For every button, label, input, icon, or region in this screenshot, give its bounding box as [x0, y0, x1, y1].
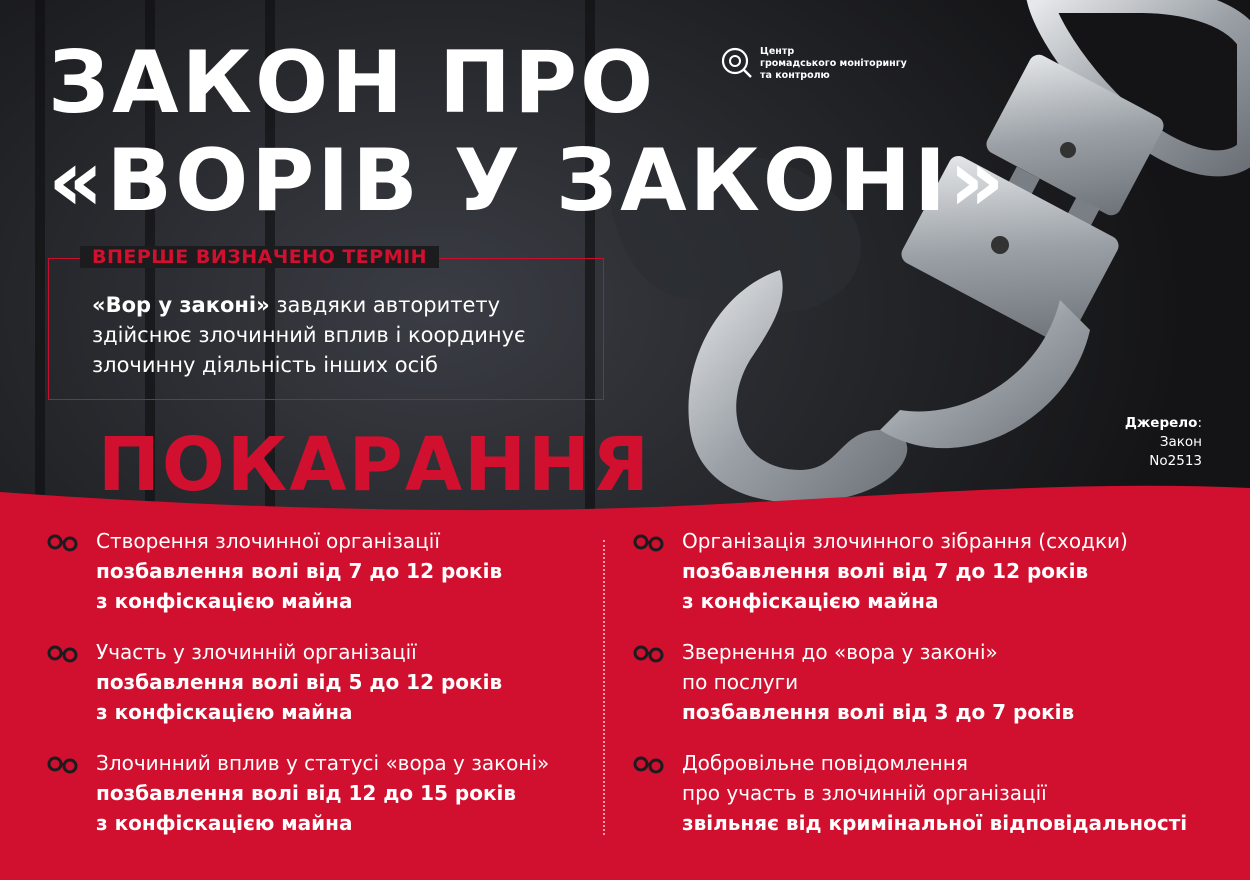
- source-line-2: No2513: [1149, 453, 1202, 469]
- item-line-3: позбавлення волі від 3 до 7 років: [682, 700, 1075, 724]
- item-line-2: позбавлення волі від 5 до 12 років: [96, 670, 503, 694]
- item-title: Організація злочинного зібрання (сходки): [682, 529, 1128, 553]
- item-line-2: про участь в злочинній організації: [682, 781, 1047, 805]
- punishment-item-5: [682, 637, 1074, 727]
- logo-text: [760, 46, 907, 82]
- definition-text: [92, 290, 592, 380]
- source-label: Джерело: [1124, 415, 1198, 431]
- column-divider: [603, 540, 605, 835]
- logo-line-2: громадського моніторингу: [760, 58, 907, 69]
- item-line-2: позбавлення волі від 7 до 12 років: [682, 559, 1089, 583]
- item-line-2: позбавлення волі від 12 до 15 років: [96, 781, 517, 805]
- source-line-1: Закон: [1159, 434, 1202, 450]
- item-title: Звернення до «вора у законі»: [682, 640, 998, 664]
- definition-term: «Вор у законі»: [92, 293, 270, 317]
- source-note: Джерело: Закон No2513: [1124, 415, 1202, 469]
- item-line-3: звільняє від кримінальної відповідальності: [682, 811, 1188, 835]
- item-line-2: позбавлення волі від 7 до 12 років: [96, 559, 503, 583]
- definition-label: ВПЕРШЕ ВИЗНАЧЕНО ТЕРМІН: [80, 246, 439, 268]
- handcuffs-icon: [46, 753, 80, 775]
- title-line-1: ЗАКОН ПРО: [48, 33, 657, 133]
- item-title: Участь у злочинній організації: [96, 640, 417, 664]
- item-line-3: з конфіскацією майна: [96, 700, 353, 724]
- item-line-3: з конфіскацією майна: [96, 811, 353, 835]
- logo-line-3: та контролю: [760, 70, 830, 81]
- logo-line-1: Центр: [760, 46, 795, 57]
- punishment-item-6: [682, 748, 1187, 838]
- item-title: Добровільне повідомлення: [682, 751, 968, 775]
- handcuffs-icon: [632, 753, 666, 775]
- item-title: Злочинний вплив у статусі «вора у законі»: [96, 751, 550, 775]
- magnifier-eye-icon: [720, 46, 754, 80]
- punishment-item-1: [96, 526, 502, 616]
- punishment-item-4: [682, 526, 1128, 616]
- handcuffs-icon: [46, 531, 80, 553]
- item-title: Створення злочинної організації: [96, 529, 440, 553]
- definition-body: завдяки авторитету здійснює злочинний вплив і координує злочинну діяльність інших осіб: [92, 293, 526, 377]
- item-line-2: по послуги: [682, 670, 799, 694]
- handcuffs-icon: [632, 642, 666, 664]
- punishment-item-3: [96, 748, 549, 838]
- title-line-2: «ВОРІВ У ЗАКОНІ»: [48, 131, 1008, 231]
- handcuffs-icon: [632, 531, 666, 553]
- organization-logo: [720, 46, 907, 82]
- item-line-3: з конфіскацією майна: [682, 589, 939, 613]
- handcuffs-icon: [46, 642, 80, 664]
- punishment-item-2: [96, 637, 502, 727]
- punishment-heading: ПОКАРАННЯ: [98, 422, 651, 508]
- item-line-3: з конфіскацією майна: [96, 589, 353, 613]
